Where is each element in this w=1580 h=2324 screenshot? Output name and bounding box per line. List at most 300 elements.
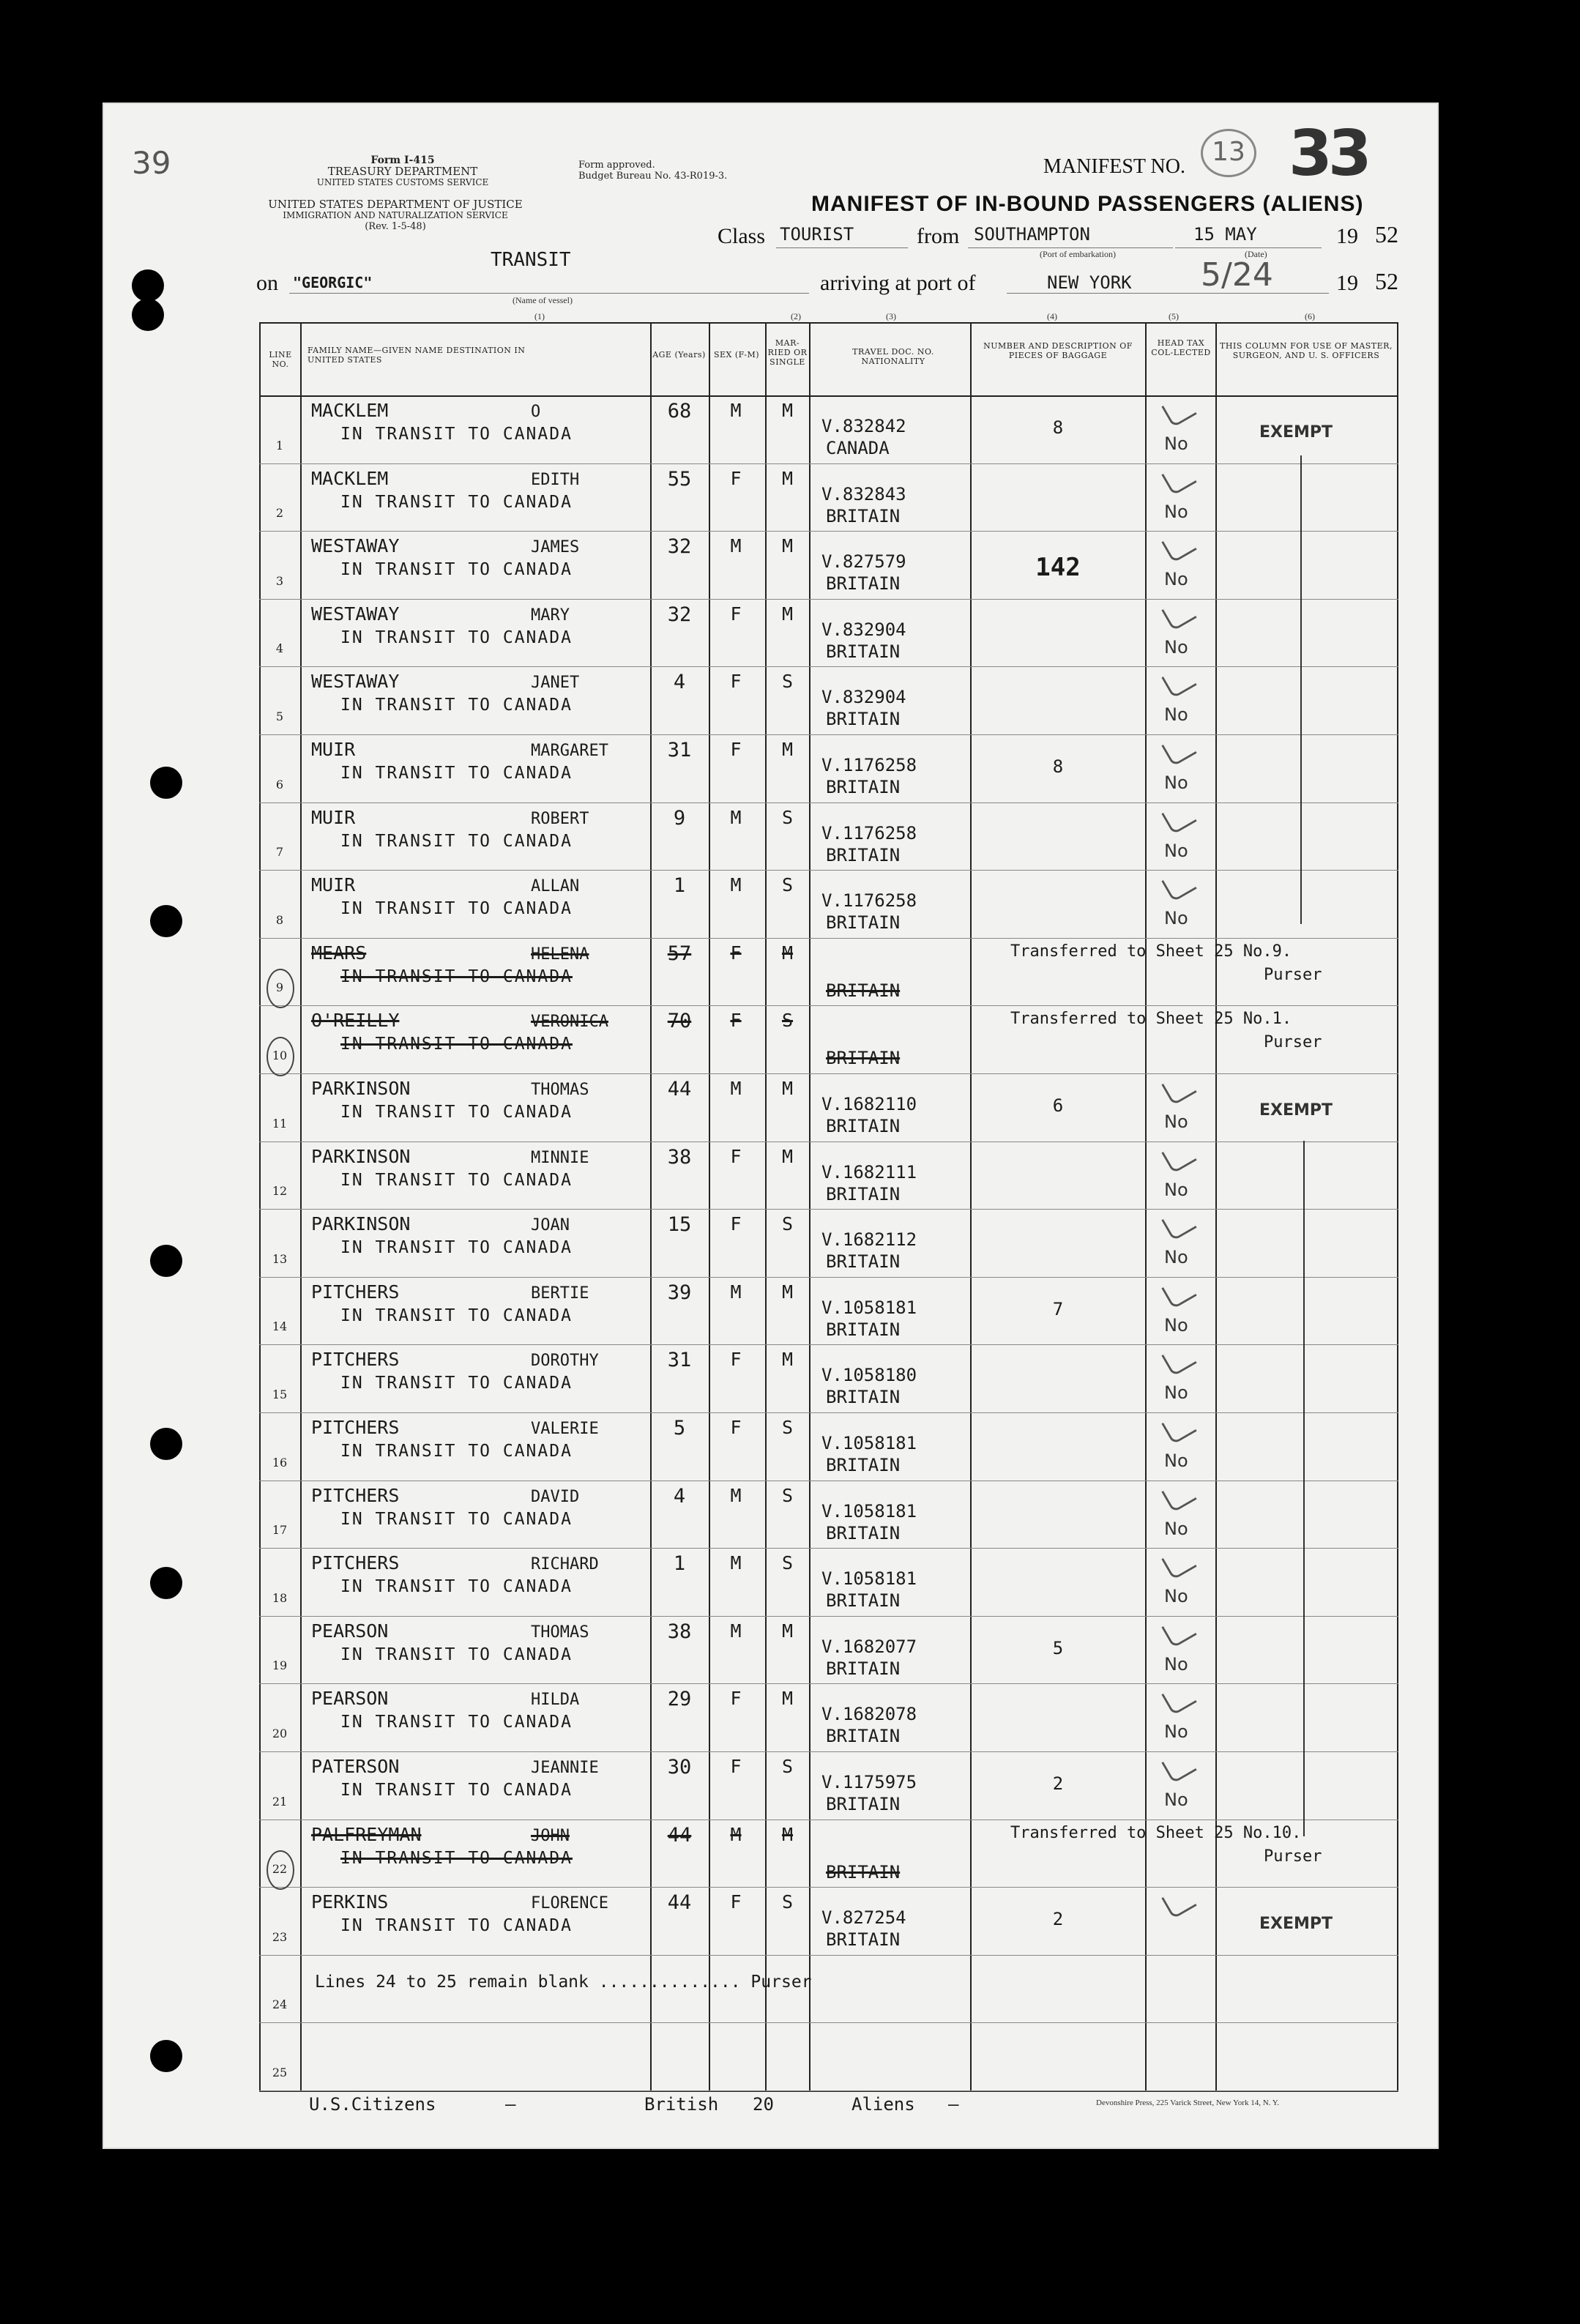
age-value: 9	[673, 806, 686, 830]
line-number: 1	[275, 438, 284, 452]
from-value: SOUTHAMPTON	[974, 224, 1090, 245]
punch-hole	[150, 1428, 182, 1460]
destination: IN TRANSIT TO CANADA	[340, 1238, 573, 1258]
punch-hole	[150, 767, 182, 799]
line-number: 22	[272, 1862, 288, 1877]
travel-doc: V.1176258	[821, 890, 917, 912]
class-underline	[776, 247, 908, 248]
col-header-age: AGE (Years)	[652, 350, 706, 360]
colnum-3: (3)	[886, 311, 896, 321]
sex-value: M	[730, 1484, 742, 1506]
given-name: THOMAS	[531, 1081, 589, 1099]
head-tax: No	[1164, 433, 1188, 454]
punch-hole	[150, 2040, 182, 2072]
travel-doc: V.1682110	[821, 1094, 917, 1114]
row-rule	[259, 1616, 1398, 1617]
sex-value: F	[730, 1756, 742, 1777]
age-value: 30	[667, 1756, 692, 1779]
given-name: FLORENCE	[531, 1894, 608, 1913]
sex-value: F	[730, 942, 742, 964]
given-name: THOMAS	[531, 1623, 589, 1642]
line-number: 15	[272, 1388, 288, 1401]
nationality: BRITAIN	[826, 1726, 901, 1747]
destination: IN TRANSIT TO CANADA	[340, 1306, 573, 1325]
nationality: BRITAIN	[826, 1183, 901, 1204]
sex-value: F	[730, 1688, 742, 1710]
marital-value: S	[781, 1213, 794, 1235]
exempt-note: EXEMPT	[1259, 423, 1333, 442]
row-rule	[259, 938, 1398, 939]
header-doj	[249, 199, 542, 232]
sex-value: M	[730, 1620, 742, 1642]
marital-value: M	[781, 739, 794, 760]
row-rule	[259, 1751, 1398, 1752]
line-number: 23	[272, 1929, 288, 1944]
line-number: 19	[272, 1658, 288, 1673]
age-value: 4	[673, 671, 686, 694]
line-number: 10	[272, 1049, 288, 1062]
age-value: 57	[667, 942, 692, 965]
date-note: (Date)	[1245, 249, 1267, 259]
head-tax: No	[1164, 908, 1188, 929]
sex-value: F	[730, 1213, 742, 1235]
destination: IN TRANSIT TO CANADA	[340, 764, 573, 783]
head-tax: No	[1164, 840, 1188, 861]
travel-doc: V.1682078	[821, 1704, 917, 1725]
head-tax: No	[1164, 1247, 1188, 1268]
given-name: ROBERT	[531, 809, 589, 828]
family-name: PALFREYMAN	[311, 1823, 422, 1845]
sex-value: M	[730, 1078, 742, 1099]
footer-us-label: U.S.Citizens	[309, 2094, 436, 2115]
year-prefix: 19	[1336, 224, 1358, 248]
given-name: HELENA	[531, 945, 589, 964]
destination: IN TRANSIT TO CANADA	[340, 1577, 573, 1597]
given-name: RICHARD	[531, 1555, 599, 1574]
purser-label: Purser	[1264, 965, 1322, 984]
head-tax: No	[1164, 1450, 1188, 1471]
punch-hole	[132, 269, 164, 302]
age-value: 4	[673, 1484, 686, 1508]
line-number: 12	[272, 1184, 288, 1199]
family-name: MUIR	[311, 806, 356, 828]
sex-value: M	[730, 874, 742, 896]
embark-note: (Port of embarkation)	[1040, 249, 1116, 259]
marital-value: S	[781, 1010, 794, 1032]
col-header-married: MAR-RIED OR SINGLE	[767, 338, 808, 367]
manifest-no-label: MANIFEST NO.	[1043, 155, 1185, 178]
ins-label: IMMIGRATION AND NATURALIZATION SERVICE	[283, 210, 508, 220]
given-name: BERTIE	[531, 1284, 589, 1303]
colnum-4: (4)	[1047, 311, 1057, 321]
year-value: 52	[1375, 221, 1398, 247]
row-rule	[259, 1073, 1398, 1074]
marital-value: M	[781, 1349, 794, 1371]
marital-value: M	[781, 1078, 794, 1099]
given-name: JOHN	[531, 1826, 570, 1845]
travel-doc: V.1058181	[821, 1500, 917, 1522]
marital-value: M	[781, 1281, 794, 1303]
marital-value: M	[781, 467, 794, 489]
purser-label: Purser	[1264, 1847, 1322, 1866]
destination: IN TRANSIT TO CANADA	[340, 1645, 573, 1664]
line-number: 6	[275, 777, 284, 792]
row-rule	[259, 599, 1398, 600]
col-header-name: FAMILY NAME—GIVEN NAME DESTINATION IN UNITED STATES	[308, 346, 526, 365]
line-number: 4	[275, 641, 284, 656]
arrival-date: 5/24	[1201, 256, 1273, 294]
destination: IN TRANSIT TO CANADA	[340, 1916, 573, 1936]
col-header-travel: TRAVEL DOC. NO. NATIONALITY	[852, 347, 934, 366]
row-rule	[259, 1683, 1398, 1684]
sex-value: F	[730, 1417, 742, 1438]
punch-hole	[150, 905, 182, 937]
row-rule	[259, 870, 1398, 871]
age-value: 31	[667, 739, 692, 761]
age-value: 32	[667, 603, 692, 626]
col-header-sex: SEX (F-M)	[713, 350, 760, 360]
line-number: 8	[275, 912, 284, 927]
given-name: HILDA	[531, 1691, 580, 1710]
destination: IN TRANSIT TO CANADA	[340, 1035, 573, 1054]
destination: IN TRANSIT TO CANADA	[340, 425, 573, 444]
destination: IN TRANSIT TO CANADA	[340, 1442, 573, 1461]
sex-value: F	[730, 671, 742, 693]
colnum-2: (2)	[791, 311, 801, 321]
marital-value: M	[781, 603, 794, 625]
nationality: BRITAIN	[826, 844, 901, 865]
marital-value: S	[781, 1756, 794, 1777]
year-prefix-2: 19	[1336, 271, 1358, 295]
manifest-no-circled	[1201, 129, 1256, 177]
marital-value: S	[781, 671, 794, 693]
col-rule-sex	[709, 322, 710, 2092]
transit-label: TRANSIT	[491, 249, 571, 271]
family-name: PARKINSON	[311, 1213, 411, 1235]
family-name: PEARSON	[311, 1688, 389, 1710]
family-name: PITCHERS	[311, 1484, 400, 1506]
row-rule	[259, 1209, 1398, 1210]
port-value: NEW YORK	[1047, 272, 1132, 293]
customs-label: UNITED STATES CUSTOMS SERVICE	[316, 177, 489, 187]
col-rule-doc	[809, 322, 811, 2092]
row-rule	[259, 1548, 1398, 1549]
colnum-5: (5)	[1169, 311, 1179, 321]
family-name: MACKLEM	[311, 400, 389, 421]
row-rule	[259, 666, 1398, 667]
date-underline	[1175, 247, 1322, 248]
col-header-officers: THIS COLUMN FOR USE OF MASTER, SURGEON, AND U. S. OFFICERS	[1220, 341, 1393, 360]
age-value: 44	[667, 1891, 692, 1915]
exempt-note: EXEMPT	[1259, 1101, 1333, 1120]
given-name: MARGARET	[531, 742, 608, 760]
sex-value: F	[730, 1010, 742, 1032]
head-tax: No	[1164, 772, 1188, 793]
row-rule	[259, 1005, 1398, 1006]
travel-doc: V.1176258	[821, 822, 917, 843]
table-top-rule	[259, 322, 1398, 324]
sex-value: F	[730, 1349, 742, 1371]
exempt-ditto-line	[1300, 455, 1302, 924]
row-rule	[259, 2090, 1398, 2091]
nationality: BRITAIN	[826, 505, 901, 526]
manifest-no-value: 33	[1289, 117, 1368, 190]
line-number-circle	[267, 1850, 294, 1890]
destination: IN TRANSIT TO CANADA	[340, 1374, 573, 1393]
given-name: DOROTHY	[531, 1352, 599, 1371]
destination: IN TRANSIT TO CANADA	[340, 1509, 573, 1529]
family-name: PATERSON	[311, 1756, 400, 1777]
nationality: BRITAIN	[826, 1048, 901, 1069]
line-number: 5	[275, 710, 284, 723]
row-rule	[259, 1412, 1398, 1413]
head-tax: No	[1164, 501, 1188, 522]
line-number: 24	[272, 1997, 288, 2012]
nationality: BRITAIN	[826, 573, 901, 595]
footer-aliens-label: Aliens	[852, 2094, 915, 2115]
travel-doc: V.1058181	[821, 1297, 917, 1318]
family-name: PARKINSON	[311, 1078, 411, 1099]
nationality: BRITAIN	[826, 641, 901, 662]
travel-doc: V.1058180	[821, 1365, 917, 1386]
family-name: PARKINSON	[311, 1145, 411, 1167]
from-label: from	[917, 224, 960, 248]
baggage-count: 2	[1052, 1909, 1064, 1930]
destination: IN TRANSIT TO CANADA	[340, 967, 573, 986]
col-header-tax: HEAD TAX COL-LECTED	[1151, 338, 1211, 357]
row-rule	[259, 1141, 1398, 1142]
nationality: BRITAIN	[826, 1794, 901, 1814]
punch-hole	[132, 299, 164, 331]
given-name: VALERIE	[531, 1420, 599, 1438]
on-label: on	[256, 271, 278, 295]
family-name: MACKLEM	[311, 467, 389, 489]
marital-value: S	[781, 806, 794, 828]
head-tax: No	[1164, 569, 1188, 590]
given-name: ALLAN	[531, 877, 580, 896]
age-value: 70	[667, 1010, 692, 1033]
nationality: BRITAIN	[826, 1387, 901, 1408]
travel-doc: V.827579	[821, 551, 906, 573]
line-number-circle	[267, 969, 294, 1008]
line-number: 7	[275, 845, 284, 860]
destination: IN TRANSIT TO CANADA	[340, 1103, 573, 1122]
destination: IN TRANSIT TO CANADA	[340, 1848, 573, 1868]
nationality: BRITAIN	[826, 1251, 901, 1273]
row-rule	[259, 463, 1398, 464]
line-number-circle	[267, 1037, 294, 1076]
sex-value: M	[730, 806, 742, 828]
printer-credit: Devonshire Press, 225 Varick Street, New York 14, N. Y.	[1096, 2098, 1280, 2107]
family-name: PERKINS	[311, 1891, 389, 1913]
line-number: 21	[272, 1794, 288, 1809]
family-name: PITCHERS	[311, 1349, 400, 1371]
family-name: MUIR	[311, 739, 356, 760]
given-name: MARY	[531, 606, 570, 625]
family-name: WESTAWAY	[311, 671, 400, 693]
marital-value: S	[781, 1484, 794, 1506]
row-rule	[259, 802, 1398, 803]
sex-value: F	[730, 603, 742, 625]
head-tax: No	[1164, 636, 1188, 658]
punch-hole	[150, 1567, 182, 1599]
marital-value: M	[781, 1620, 794, 1642]
destination: IN TRANSIT TO CANADA	[340, 899, 573, 919]
family-name: O'REILLY	[311, 1010, 400, 1032]
port-underline	[1007, 293, 1329, 294]
sex-value: M	[730, 1823, 742, 1845]
line-number: 11	[272, 1116, 288, 1131]
family-name: WESTAWAY	[311, 535, 400, 557]
family-name: PITCHERS	[311, 1281, 400, 1303]
line-number: 17	[272, 1523, 288, 1538]
marital-value: S	[781, 1417, 794, 1438]
line-number: 3	[275, 573, 284, 588]
col-header-baggage: NUMBER AND DESCRIPTION OF PIECES OF BAGGAGE	[983, 341, 1133, 360]
given-name: VERONICA	[531, 1013, 608, 1032]
col-header-line: LINE NO.	[269, 350, 292, 369]
from-underline	[968, 247, 1173, 248]
footer-british-value: 20	[753, 2094, 774, 2115]
head-tax: No	[1164, 1721, 1188, 1743]
budget-bureau: Budget Bureau No. 43-R019-3.	[578, 171, 728, 182]
destination: IN TRANSIT TO CANADA	[340, 560, 573, 580]
header-treasury	[293, 155, 513, 188]
marital-value: S	[781, 1891, 794, 1913]
row-rule	[259, 1887, 1398, 1888]
nationality: BRITAIN	[826, 1929, 901, 1951]
treasury-label: TREASURY DEPARTMENT	[327, 165, 478, 178]
purser-label: Purser	[1264, 1033, 1322, 1052]
head-tax: No	[1164, 1179, 1188, 1200]
age-value: 38	[667, 1145, 692, 1169]
age-value: 44	[667, 1823, 692, 1847]
footer-us-value: —	[505, 2094, 516, 2115]
family-name: PITCHERS	[311, 1552, 400, 1574]
age-value: 68	[667, 400, 692, 422]
head-tax: No	[1164, 1789, 1188, 1810]
transfer-note: Transferred to Sheet 25 No.1.	[1010, 1010, 1292, 1029]
head-tax: No	[1164, 704, 1188, 726]
row-rule	[259, 2022, 1398, 2023]
destination: IN TRANSIT TO CANADA	[340, 696, 573, 715]
sex-value: F	[730, 467, 742, 489]
punch-hole	[150, 1245, 182, 1277]
age-value: 31	[667, 1349, 692, 1372]
exempt-ditto-line-2	[1303, 1141, 1305, 1836]
arriving-label: arriving at port of	[820, 271, 976, 295]
sex-value: F	[730, 1891, 742, 1913]
line-number: 9	[275, 980, 284, 995]
line-number: 2	[275, 506, 284, 521]
line-number: 13	[272, 1251, 288, 1266]
col-rule-married	[765, 322, 767, 2092]
baggage-count: 2	[1052, 1773, 1064, 1794]
vessel-underline	[289, 293, 809, 294]
form-number: Form I-415	[370, 154, 435, 166]
nationality: BRITAIN	[826, 1590, 901, 1612]
line-number: 18	[272, 1590, 288, 1605]
age-value: 1	[673, 1552, 686, 1576]
col-rule-baggage	[970, 322, 972, 2092]
age-value: 38	[667, 1620, 692, 1643]
given-name: JOAN	[531, 1216, 570, 1235]
nationality: CANADA	[826, 438, 890, 458]
vessel-name: "GEORGIC"	[293, 274, 373, 291]
row-rule	[259, 531, 1398, 532]
sex-value: M	[730, 400, 742, 421]
footer-aliens-value: —	[948, 2094, 959, 2115]
margin-mark: 39	[132, 145, 171, 181]
travel-doc: V.832904	[821, 619, 906, 640]
transfer-note: Transferred to Sheet 25 No.9.	[1010, 942, 1292, 961]
family-name: WESTAWAY	[311, 603, 400, 625]
blank-lines-note: Lines 24 to 25 remain blank .............. Purser	[315, 1973, 812, 1992]
head-tax: No	[1164, 1382, 1188, 1404]
family-name: PEARSON	[311, 1620, 389, 1642]
age-value: 55	[667, 467, 692, 491]
nationality: BRITAIN	[826, 777, 901, 797]
head-tax: No	[1164, 1653, 1188, 1675]
age-value: 5	[673, 1417, 686, 1440]
given-name: DAVID	[531, 1487, 580, 1506]
head-tax: No	[1164, 1111, 1188, 1132]
travel-doc: V.1176258	[821, 755, 917, 775]
row-rule	[259, 1344, 1398, 1345]
nationality: BRITAIN	[826, 1116, 901, 1136]
header-approval	[578, 160, 747, 182]
family-name: MUIR	[311, 874, 356, 896]
nationality: BRITAIN	[826, 912, 901, 934]
travel-doc: V.832843	[821, 483, 906, 504]
destination: IN TRANSIT TO CANADA	[340, 492, 573, 512]
line-number: 14	[272, 1319, 288, 1334]
travel-doc: V.1682112	[821, 1229, 917, 1251]
age-value: 29	[667, 1688, 692, 1711]
destination: IN TRANSIT TO CANADA	[340, 1781, 573, 1800]
marital-value: S	[781, 874, 794, 896]
sex-value: F	[730, 1145, 742, 1167]
baggage-count: 8	[1052, 756, 1064, 777]
marital-value: S	[781, 1552, 794, 1574]
nationality: BRITAIN	[826, 1319, 901, 1340]
baggage-count: 142	[1035, 553, 1081, 583]
given-name: JANET	[531, 674, 580, 693]
given-name: JEANNIE	[531, 1759, 599, 1777]
marital-value: M	[781, 400, 794, 421]
nationality: BRITAIN	[826, 1455, 901, 1475]
baggage-count: 6	[1052, 1095, 1064, 1116]
travel-doc: V.1682077	[821, 1636, 917, 1657]
marital-value: M	[781, 535, 794, 557]
travel-doc: V.827254	[821, 1907, 906, 1929]
head-tax: No	[1164, 1314, 1188, 1336]
age-value: 32	[667, 535, 692, 559]
destination: IN TRANSIT TO CANADA	[340, 831, 573, 851]
row-rule	[259, 1955, 1398, 1956]
nationality: BRITAIN	[826, 1522, 901, 1543]
header-bottom-rule	[259, 395, 1398, 397]
colnum-1: (1)	[534, 311, 545, 321]
nationality: BRITAIN	[826, 1861, 901, 1882]
head-tax: No	[1164, 1518, 1188, 1539]
baggage-count: 8	[1052, 417, 1064, 438]
travel-doc: V.1058181	[821, 1568, 917, 1590]
exempt-note: EXEMPT	[1259, 1915, 1333, 1934]
transfer-note: Transferred to Sheet 25 No.10.	[1010, 1823, 1302, 1842]
marital-value: M	[781, 1823, 794, 1845]
doj-label: UNITED STATES DEPARTMENT OF JUSTICE	[268, 198, 523, 211]
